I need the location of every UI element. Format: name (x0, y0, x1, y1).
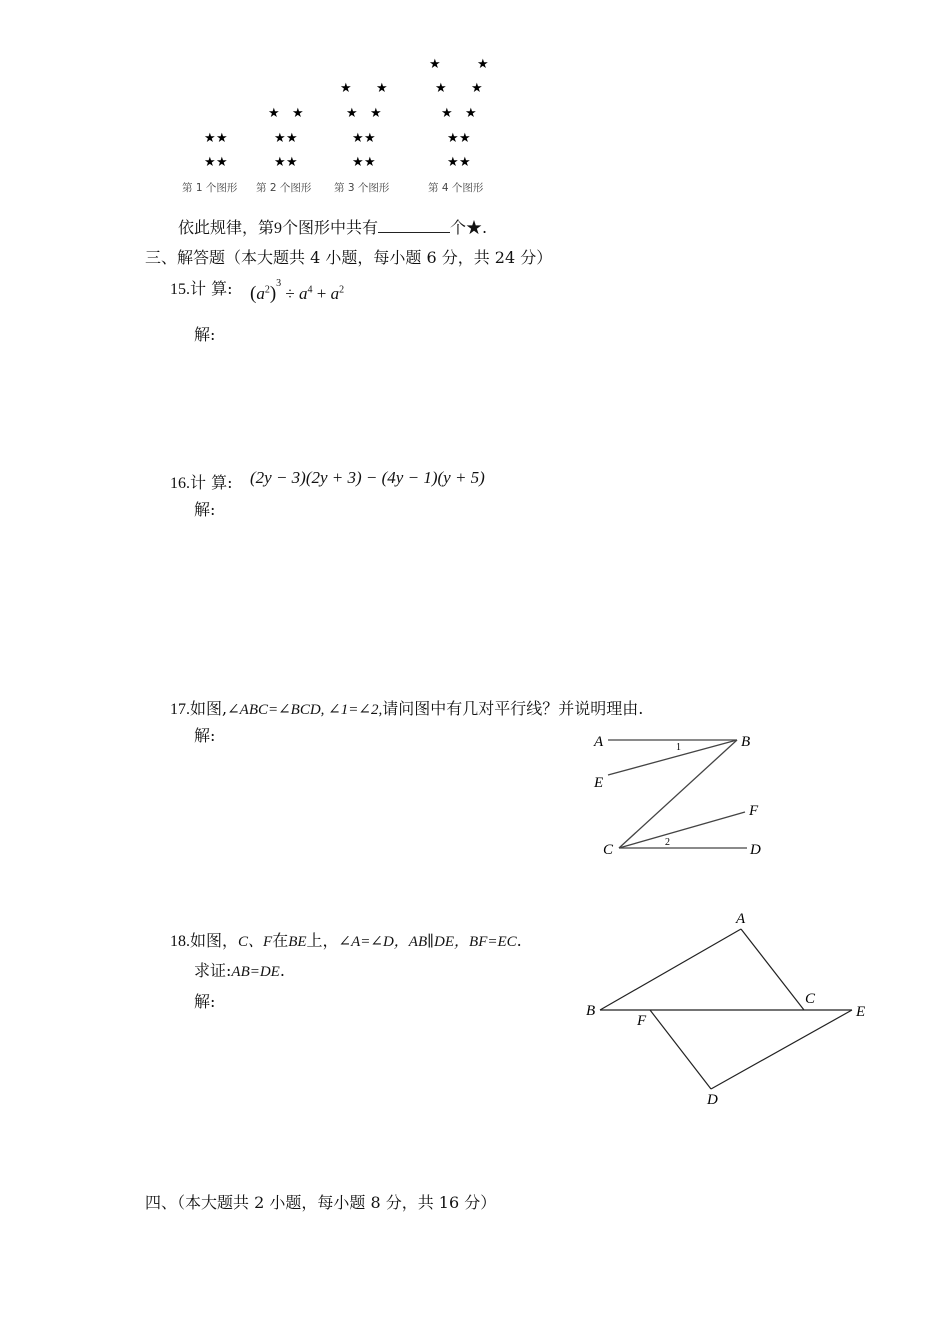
segment-ab (600, 929, 741, 1010)
star-icon: ★ (429, 57, 441, 72)
star-icon: ★ (370, 106, 382, 121)
segment-fd (650, 1010, 711, 1089)
point-label-b: B (741, 734, 751, 750)
q17-text-lead: 如图, (190, 699, 228, 718)
point-label-e: E (856, 1004, 866, 1020)
q16-question (170, 470, 232, 493)
q17-text-tail: 请问图中有几对平行线？并说明理由. (382, 699, 644, 718)
exp: 4 (307, 284, 313, 296)
point-label-a: A (594, 734, 604, 750)
paren-open: ( (250, 283, 257, 304)
star-icon: ★ (447, 131, 459, 146)
q14-n: 9 (274, 220, 283, 237)
q18-answer-label: 解: (194, 992, 216, 1011)
figure-caption-3: 第 3 个图形 (334, 182, 390, 194)
q18-number: 18. (170, 933, 190, 950)
q18-segment-be: BE (288, 934, 307, 950)
q15-expression (250, 278, 345, 305)
star-icon: ★ (340, 81, 352, 96)
point-label-e: E (594, 775, 604, 791)
figure-caption-2: 第 2 个图形 (256, 182, 312, 194)
star-icon: ★ (286, 155, 298, 170)
figure-caption-4: 第 4 个图形 (428, 182, 484, 194)
plus-op: + (312, 284, 331, 303)
q18-on: 在 (272, 931, 289, 950)
q17-number: 17. (170, 701, 190, 718)
point-label-f: F (637, 1013, 647, 1029)
q18-text-lead: 如图， (190, 931, 239, 950)
q15-label: 计 算: (190, 279, 233, 298)
q16-label: 计 算: (190, 473, 233, 492)
point-label-a: A (736, 911, 746, 927)
q17-condition: ∠ABC=∠BCD, ∠1=∠2, (227, 702, 383, 718)
figure-caption-1: 第 1 个图形 (182, 182, 238, 194)
q17-question (170, 696, 643, 719)
q14-text-mid: 个图形中共有 (282, 218, 379, 237)
q18-question (170, 928, 522, 951)
star-icon: ★ (274, 155, 286, 170)
q15-question (170, 276, 232, 299)
star-icon: ★ (447, 155, 459, 170)
segment-ac (741, 929, 804, 1010)
point-label-f: F (749, 803, 759, 819)
star-icon: ★ (471, 81, 483, 96)
q18-prove-label: 求证: (194, 961, 232, 980)
star-icon: ★ (204, 131, 216, 146)
star-icon: ★ (441, 106, 453, 121)
point-label-d: D (707, 1092, 718, 1108)
point-label-c: C (805, 991, 816, 1007)
angle-label-1: 1 (676, 742, 681, 753)
var-a: a (299, 284, 308, 303)
star-icon: ★ (286, 131, 298, 146)
star-icon: ★ (346, 106, 358, 121)
section-3-heading: 三、解答题（本大题共 4 小题，每小题 6 分，共 24 分） (145, 248, 553, 267)
q16-expression: (2y − 3)(2y + 3) − (4y − 1)(y + 5) (250, 468, 485, 487)
star-icon: ★ (274, 131, 286, 146)
point-label-b: B (586, 1003, 596, 1019)
exp: 2 (264, 284, 270, 296)
star-icon: ★ (459, 131, 471, 146)
q18-prove (194, 958, 285, 981)
q15-answer-label: 解: (194, 325, 216, 344)
exp: 3 (276, 278, 282, 290)
q16-number: 16. (170, 475, 190, 492)
star-icon: ★ (376, 81, 388, 96)
q17-figure (585, 722, 785, 867)
segment-de (711, 1010, 852, 1089)
q18-prove-period: . (279, 961, 285, 980)
paren-close: ) (269, 283, 277, 304)
point-label-c: C (603, 842, 614, 858)
star-icon: ★ (364, 155, 376, 170)
q14-question (178, 215, 487, 238)
var-a: a (330, 284, 340, 303)
q14-text-after: 个★. (450, 218, 488, 237)
star-icon: ★ (465, 106, 477, 121)
q17-answer-label: 解: (194, 726, 216, 745)
point-label-d: D (750, 842, 761, 858)
q14-text-before: 依此规律，第 (178, 218, 275, 237)
star-icon: ★ (477, 57, 489, 72)
star-icon: ★ (352, 155, 364, 170)
q18-points-cf: C、F (238, 934, 273, 950)
section-4-heading: 四、（本大题共 2 小题，每小题 8 分，共 16 分） (145, 1193, 497, 1212)
star-icon: ★ (435, 81, 447, 96)
star-icon: ★ (352, 131, 364, 146)
q18-prove-statement: AB=DE (231, 964, 280, 980)
q18-condition: ∠A=∠D，AB∥DE，BF=EC (338, 934, 517, 950)
star-icon: ★ (459, 155, 471, 170)
div-op: ÷ (281, 284, 299, 303)
star-icon: ★ (292, 106, 304, 121)
q18-on2: 上， (306, 931, 339, 950)
angle-label-2: 2 (665, 837, 670, 848)
star-icon: ★ (216, 155, 228, 170)
var-a: a (256, 284, 265, 303)
answer-blank[interactable] (378, 218, 450, 233)
star-icon: ★ (268, 106, 280, 121)
q15-number: 15. (170, 281, 190, 298)
star-icon: ★ (204, 155, 216, 170)
q18-period: . (516, 931, 522, 950)
q18-figure (580, 905, 875, 1110)
star-icon: ★ (364, 131, 376, 146)
exp: 2 (339, 284, 345, 296)
star-icon: ★ (216, 131, 228, 146)
q16-answer-label: 解: (194, 500, 216, 519)
